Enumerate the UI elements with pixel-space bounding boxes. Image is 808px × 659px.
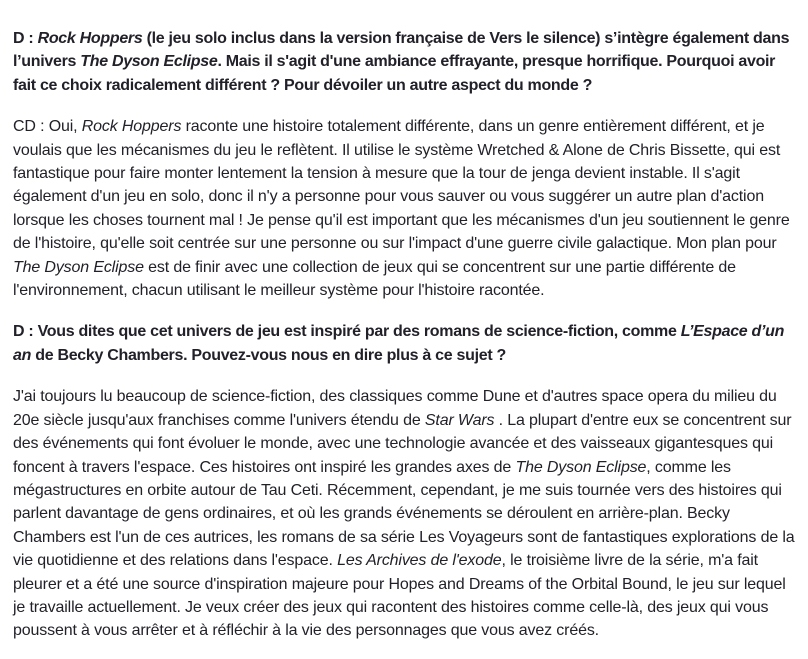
text-segment: (le jeu solo inclus dans la version française de Vers le silence) s’intègre également dans l’univers <box>13 30 790 71</box>
text-segment: est de finir avec une collection de jeux qui se concentrent sur une partie différente de l'environnement, chacun utilisant le meilleur système pour l'histoire racontée. <box>13 258 736 300</box>
text-segment: . Mais il s'agit d'une ambiance effrayante, presque horrifique. Pourquoi avoir fait ce choix radicalement différent ? Pour dévoiler un autre aspect du monde ? <box>13 53 776 94</box>
title-text-segment: The Dyson Eclipse <box>515 458 647 476</box>
answer-paragraph <box>13 385 795 642</box>
title-text-segment: Les Archives de l'exode <box>337 552 502 570</box>
question-paragraph <box>13 27 795 97</box>
text-segment: J'ai toujours lu beaucoup de science-fiction, des classiques comme Dune et d'autres space opera du milieu du 20e siècle jusqu'aux franchises comme l'univers étendu de <box>13 388 777 429</box>
text-segment: , comme les mégastructures en orbite autour de Tau Ceti. Récemment, cependant, je me suis tournée vers des histoires qui parlent davantage de gens ordinaires, et où les grands événements se déroulent en arrière-plan. Becky Chambers est l'un de ces autrices, les romans de sa série Les Voyageurs sont de fantastiques explorations de la vie quotidienne et des relations dans l'espace. <box>13 458 795 570</box>
text-segment: de Becky Chambers. Pouvez-vous nous en dire plus à ce sujet ? <box>31 346 506 364</box>
title-text-segment: Star Wars <box>424 411 495 429</box>
text-segment: raconte une histoire totalement différente, dans un genre entièrement différent, et je voulais que les mécanismes du jeu le reflètent. Il utilise le système Wretched & Alone de Chris Bissette, qui est fantastique pour faire monter lentement la tension à mesure que la tour de jenga devient instable. Il s'agit également d'un jeu en solo, donc il n'y a personne pour vous sauver ou vous suggérer un autre plan d'action lorsque les choses tournent mal ! Je pense qu'il est important que les mécanismes d'un jeu soutiennent le genre de l'histoire, qu'elle soit centrée sur une personne ou sur l'impact d'une guerre civile galactique. Mon plan pour <box>13 118 790 253</box>
title-text-segment: L’Espace d’un an <box>13 323 785 364</box>
text-segment: , le troisième livre de la série, m'a fait pleurer et a été une source d'inspiration majeure pour Hopes and Dreams of the Orbital Bound, le jeu sur lequel je travaille actuellement. Je veux créer des jeux qui racontent des histoires comme celle-là, des jeux qui vous poussent à vous arrêter et à réfléchir à la vie des personnages que vous avez créés. <box>13 552 786 640</box>
question-paragraph <box>13 320 795 367</box>
title-text-segment: Rock Hoppers <box>37 30 143 47</box>
title-text-segment: Rock Hoppers <box>81 118 182 136</box>
text-segment: D : Vous dites que cet univers de jeu est inspiré par des romans de science-fiction, comme <box>13 323 681 341</box>
text-segment: CD : Oui, <box>13 118 82 136</box>
title-text-segment: The Dyson Eclipse <box>13 258 144 276</box>
title-text-segment: The Dyson Eclipse <box>80 53 218 71</box>
text-segment: D : <box>13 30 38 47</box>
text-segment: . La plupart d'entre eux se concentrent sur des événements qui font évoluer le monde, avec une technologie avancée et des vaisseaux gigantesques qui foncent à travers l'espace. Ces histoires ont inspiré les grandes axes de <box>13 411 792 476</box>
answer-paragraph <box>13 115 795 302</box>
